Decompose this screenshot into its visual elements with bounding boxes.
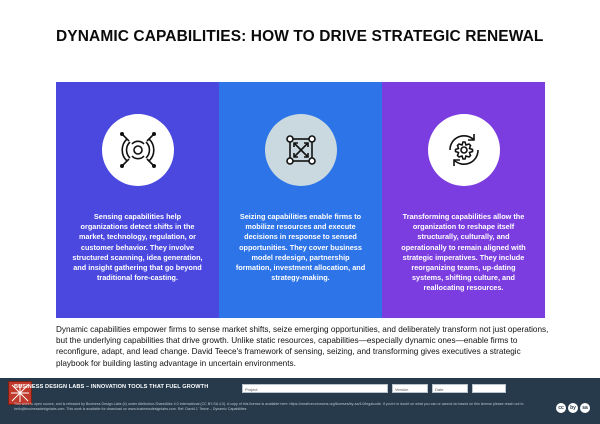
framework-description: Dynamic capabilities empower firms to sense market shifts, seize emerging opportunities, and deliberately transform not just operations, but the underlying capabilities that drive growth. Unlike static resources, capabilities—especially dynamic ones—enable firms to reconfigure, adapt, and lead change. David Teece's framework of sensing, seizing, and transforming gives executives a strategic playbook for building lasting advantage in uncertain environments. xyxy=(56,325,549,368)
cc-icon: cc xyxy=(556,403,566,413)
footer-brand: BUSINESS DESIGN LABS – INNOVATION TOOLS THAT FUEL GROWTH xyxy=(14,384,209,390)
footer-fields xyxy=(242,384,506,393)
transforming-panel xyxy=(382,82,545,318)
network-expand-icon xyxy=(279,128,323,172)
sensing-panel xyxy=(56,82,219,318)
sensing-icon-circle xyxy=(102,114,174,186)
transforming-icon-circle xyxy=(428,114,500,186)
project-field[interactable]: Project xyxy=(242,384,388,393)
seizing-icon-circle xyxy=(265,114,337,186)
gear-cycle-icon xyxy=(442,128,486,172)
by-icon: by xyxy=(568,403,578,413)
footer xyxy=(0,378,600,424)
license-fine-print: This work is open source, and is released by Business Design Labs (b) under Attribution-ShareAlike 4.0 International (CC BY-SA 4.0). A copy of this license is available here: https://creativecommons.org/licenses/by-sa/4.0/legalcode. If you're in doubt on what you can or cannot do based on this license please reach out to hello@businessdesignlabs.com. This work is available for download on www.businessdesignlabs.com. Ref: David J. Teece – Dynamic Capabilities xyxy=(14,402,524,411)
transforming-text: Transforming capabilities allow the organization to reshape itself structurally, culturally, and operationally to remain aligned with strategic imperatives. They include reorganizing teams, up-dating systems, shifting culture, and reallocating resources. xyxy=(401,212,526,293)
license-badges xyxy=(556,403,590,413)
date-field[interactable]: Date xyxy=(432,384,468,393)
sensing-text: Sensing capabilities help organizations detect shifts in the market, technology, regulation, or customer behavior. They involve structured scanning, idea generation, and insight gathering that go beyond traditional fore-casting. xyxy=(72,212,203,283)
seizing-text: Seizing capabilities enable firms to mobilize resources and execute decisions in response to sensed opportunities. They cover business model redesign, partnership formation, investment allocation, and strategy-making. xyxy=(235,212,366,283)
capability-panels xyxy=(56,82,545,318)
version-field[interactable]: Version xyxy=(392,384,428,393)
page-title: DYNAMIC CAPABILITIES: HOW TO DRIVE STRATEGIC RENEWAL xyxy=(56,28,544,45)
seizing-panel xyxy=(219,82,382,318)
sa-icon: sa xyxy=(580,403,590,413)
blank-field[interactable] xyxy=(472,384,506,393)
radar-sensing-icon xyxy=(116,128,160,172)
